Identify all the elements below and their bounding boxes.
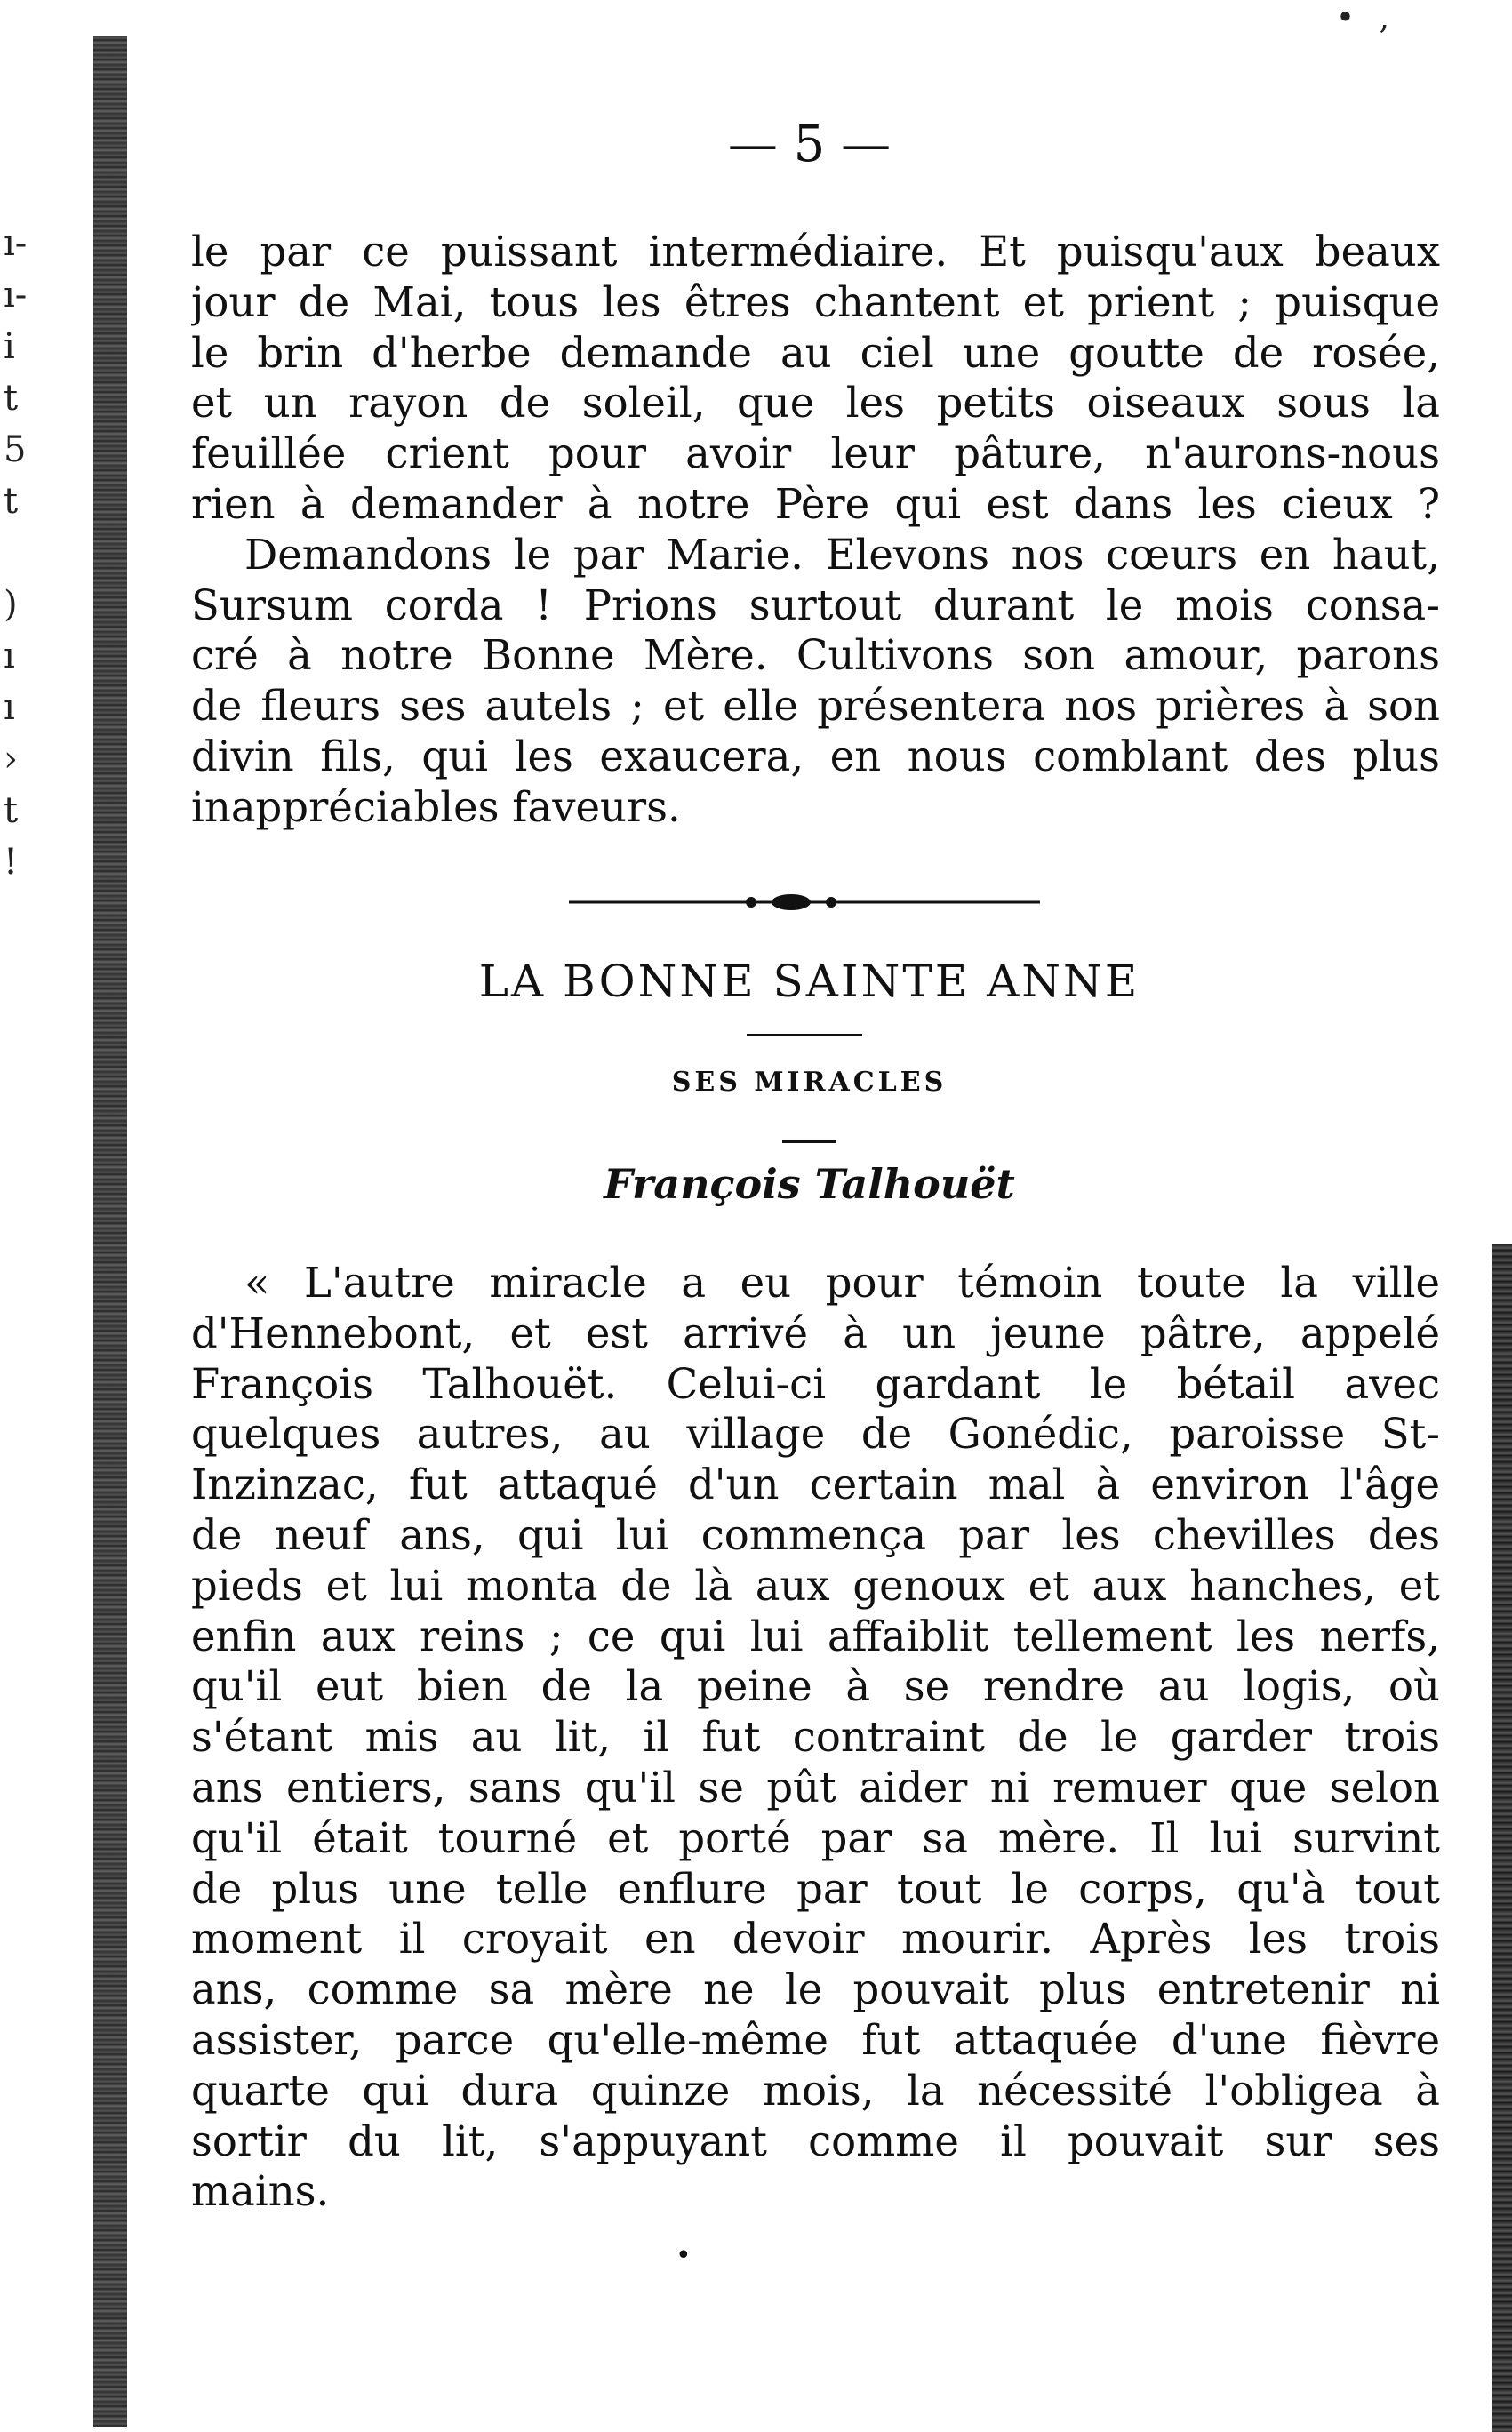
intro-line: divin fils, qui les exaucera, en nous comblant des plus: [191, 732, 1440, 780]
intro-line: rien à demander à notre Père qui est dans les cieux ?: [191, 479, 1440, 528]
story-line: d'Hennebont, et est arrivé à un jeune pâtre, appelé: [191, 1308, 1440, 1357]
story-line: qu'il était tourné et porté par sa mère. Il lui survint: [191, 1813, 1440, 1862]
story-line: « L'autre miracle a eu pour témoin toute la ville: [244, 1259, 1440, 1307]
story-line: enfin aux reins ; ce qui lui affaiblit tellement les nerfs,: [191, 1612, 1440, 1660]
story-line: s'étant mis au lit, il fut contraint de le garder trois: [191, 1713, 1440, 1762]
story-line: ans, comme sa mère ne le pouvait plus entretenir ni: [191, 1965, 1440, 2014]
story-byline: François Talhouët: [604, 1160, 1015, 1208]
subtitle-rule: [782, 1140, 836, 1143]
story-line: quelques autres, au village de Gonédic, paroisse St-: [191, 1410, 1440, 1459]
section-title: LA BONNE SAINTE ANNE: [478, 956, 1140, 1007]
gutter-marks: ı- ı- i t 5 t ) ı ı › t !: [4, 223, 28, 883]
title-rule: [747, 1034, 862, 1036]
bottom-dot: •: [676, 2240, 692, 2271]
story-line: qu'il eut bien de la peine à se rendre au logis, où: [191, 1662, 1440, 1711]
intro-line: de fleurs ses autels ; et elle présentera nos prières à son: [191, 682, 1440, 731]
story-line: François Talhouët. Celui-ci gardant le bétail avec: [191, 1359, 1440, 1408]
intro-line: Sursum corda ! Prions surtout durant le mois consa-: [191, 580, 1440, 629]
story-line: mains.: [191, 2167, 330, 2216]
intro-line: le par ce puissant intermédiaire. Et puisqu'aux beaux: [191, 228, 1440, 276]
story-line: moment il croyait en devoir mourir. Après les trois: [191, 1915, 1440, 1964]
section-subtitle: SES MIRACLES: [671, 1067, 948, 1098]
story-line: pieds et lui monta de là aux genoux et aux hanches, et: [191, 1561, 1440, 1610]
intro-line: Demandons le par Marie. Elevons nos cœurs en haut,: [244, 530, 1440, 579]
book-binding-edge: [93, 36, 127, 2427]
story-line: Inzinzac, fut attaqué d'un certain mal à environ l'âge: [191, 1460, 1440, 1509]
story-line: de neuf ans, qui lui commença par les chevilles des: [191, 1510, 1440, 1559]
intro-line: inappréciables faveurs.: [191, 782, 681, 831]
page-right-edge: [1492, 1244, 1512, 2432]
intro-line: jour de Mai, tous les êtres chantent et prient ; puisque: [191, 277, 1440, 326]
story-line: de plus une telle enflure par tout le corps, qu'à tout: [191, 1864, 1440, 1913]
corner-specks: • ,: [1335, 0, 1396, 36]
story-line: quarte qui dura quinze mois, la nécessité l'obligea à: [191, 2066, 1440, 2115]
intro-line: cré à notre Bonne Mère. Cultivons son amour, parons: [191, 631, 1440, 680]
section-ornament: [569, 889, 1040, 916]
story-paragraph: [191, 1258, 1440, 2217]
intro-line: le brin d'herbe demande au ciel une goutte de rosée,: [191, 328, 1440, 377]
story-line: ans entiers, sans qu'il se pût aider ni remuer que selon: [191, 1763, 1440, 1812]
page-number: — 5 —: [727, 116, 892, 173]
intro-line: et un rayon de soleil, que les petits oiseaux sous la: [191, 379, 1440, 428]
intro-line: feuillée crient pour avoir leur pâture, n'aurons-nous: [191, 429, 1440, 478]
intro-paragraph: [191, 227, 1440, 833]
story-line: sortir du lit, s'appuyant comme il pouvait sur ses: [191, 2116, 1440, 2165]
story-line: assister, parce qu'elle-même fut attaquée d'une fièvre: [191, 2015, 1440, 2064]
